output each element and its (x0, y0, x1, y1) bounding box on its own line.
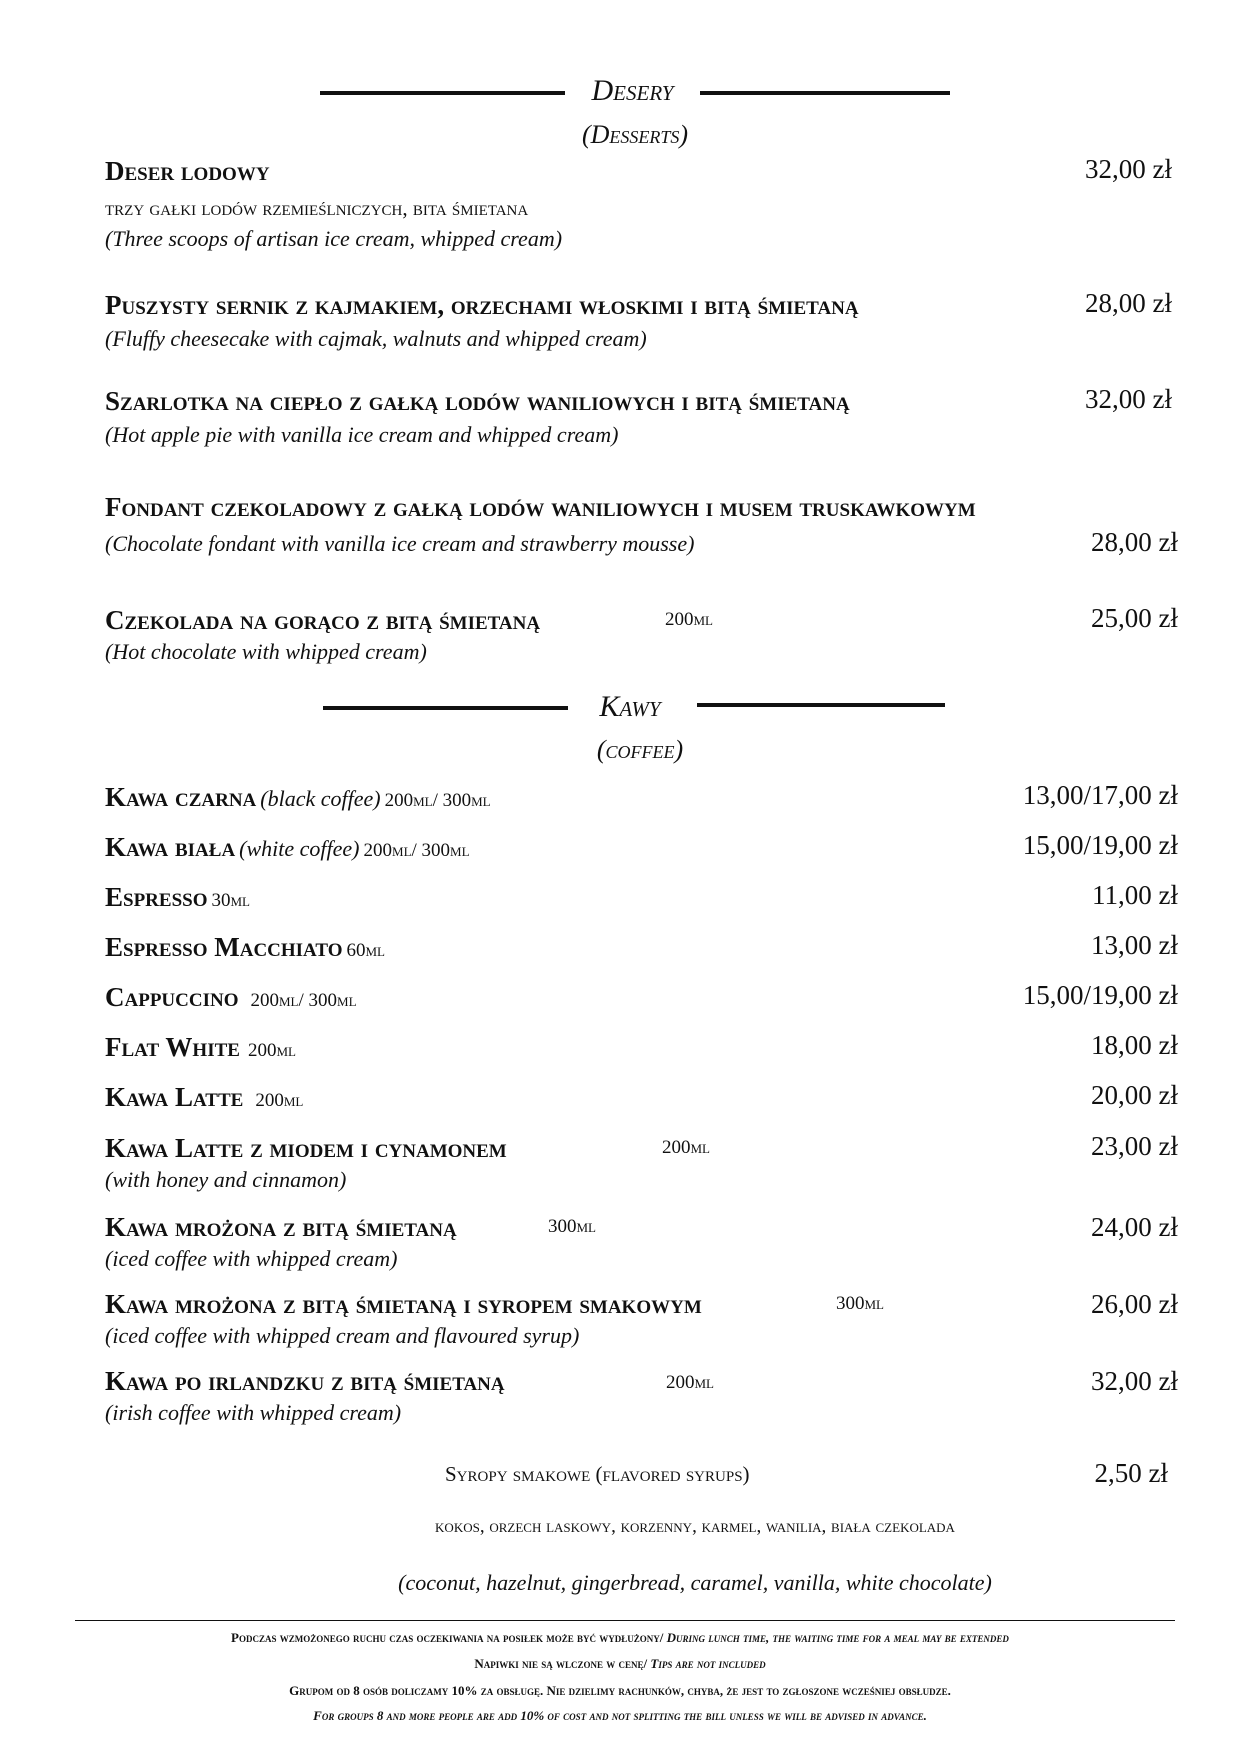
footer-waiting-pl: Podczas wzmożonego ruchu czas oczekiwania na posiłek może być wydłużony/ (231, 1630, 664, 1645)
section-title-coffee: Kawy (599, 690, 661, 723)
menu-item-english: (Three scoops of artisan ice cream, whipped cream) (105, 226, 563, 251)
menu-item-price: 23,00 zł (1091, 1131, 1178, 1161)
menu-item-row (105, 832, 470, 863)
menu-item-english: (Chocolate fondant with vanilla ice cream and strawberry mousse) (105, 531, 695, 556)
menu-item-name: Deser lodowy (105, 156, 270, 186)
heading-rule-right (700, 91, 950, 95)
heading-rule-left (320, 91, 565, 95)
menu-item-row (105, 982, 357, 1013)
footer-groups-en: For groups 8 and more people are add 10% of cost and not splitting the bill unless we will be advised in advance. (313, 1708, 927, 1723)
menu-item-volume: 200ml/ 300ml (363, 840, 470, 861)
menu-item-row (105, 1082, 303, 1113)
menu-item-description: trzy gałki lodów rzemieślniczych, bita śmietana (105, 196, 529, 220)
menu-item-name: Kawa mrożona z bitą śmietaną i syropem smakowym (105, 1289, 702, 1319)
menu-item-english: (iced coffee with whipped cream) (105, 1246, 398, 1271)
menu-item-price: 28,00 zł (1085, 288, 1172, 318)
menu-item-price: 11,00 zł (1092, 880, 1178, 910)
menu-item-name: Kawa Latte z miodem i cynamonem (105, 1133, 507, 1163)
menu-item-price: 25,00 zł (1091, 603, 1178, 633)
footer-tips-en: Tips are not included (650, 1656, 766, 1671)
menu-item-volume: 200ml/ 300ml (384, 790, 491, 811)
menu-item-name: Kawa czarna (105, 782, 257, 812)
menu-item-volume: 60ml (346, 940, 385, 961)
heading-rule-right (697, 703, 945, 707)
syrups-english: (coconut, hazelnut, gingerbread, caramel, vanilla, white chocolate) (398, 1570, 992, 1595)
menu-item-volume: 300ml (836, 1293, 884, 1314)
menu-item-name: Flat White (105, 1032, 240, 1062)
menu-item-volume: 200ml (247, 1040, 296, 1061)
footer-divider (75, 1620, 1175, 1621)
menu-item-english: (Hot apple pie with vanilla ice cream and whipped cream) (105, 422, 619, 447)
menu-item-price: 24,00 zł (1091, 1212, 1178, 1242)
menu-item-name: Czekolada na gorąco z bitą śmietaną (105, 605, 541, 635)
syrups-price: 2,50 zł (1094, 1458, 1168, 1488)
menu-item-english: (white coffee) (239, 836, 360, 861)
footer-line-waiting (0, 1630, 1240, 1646)
menu-item-volume: 200ml (665, 609, 713, 630)
menu-item-volume: 200ml/ 300ml (250, 990, 357, 1011)
menu-item-price: 20,00 zł (1091, 1080, 1178, 1110)
section-title-desserts: Desery (591, 74, 674, 107)
menu-item-name: Puszysty sernik z kajmakiem, orzechami włoskimi i bitą śmietaną (105, 290, 859, 320)
menu-item-volume: 300ml (548, 1216, 596, 1237)
menu-item-english: (Hot chocolate with whipped cream) (105, 639, 427, 664)
menu-item-english: (iced coffee with whipped cream and flavoured syrup) (105, 1323, 580, 1348)
menu-item-name: Cappuccino (105, 982, 239, 1012)
menu-item-row (105, 932, 385, 963)
menu-item-name: Espresso (105, 882, 208, 912)
footer-waiting-en: During lunch time, the waiting time for a meal may be extended (666, 1630, 1009, 1645)
menu-item-price: 32,00 zł (1091, 1366, 1178, 1396)
menu-item-name: Kawa po irlandzku z bitą śmietaną (105, 1366, 505, 1396)
menu-item-row (105, 1032, 296, 1063)
menu-item-name: Kawa Latte (105, 1082, 244, 1112)
footer-line-tips (0, 1656, 1240, 1672)
menu-item-price: 18,00 zł (1091, 1030, 1178, 1060)
menu-item-volume: 200ml (662, 1137, 710, 1158)
footer-tips-pl: Napiwki nie są wlczone w cenę/ (474, 1656, 648, 1671)
menu-item-price: 13,00 zł (1091, 930, 1178, 960)
menu-item-volume: 200ml (666, 1372, 714, 1393)
section-subtitle-coffee: (coffee) (596, 735, 684, 764)
heading-rule-left (323, 706, 568, 710)
menu-item-price: 15,00/19,00 zł (1022, 830, 1178, 860)
menu-item-volume: 200ml (255, 1090, 304, 1111)
menu-item-price: 32,00 zł (1085, 384, 1172, 414)
menu-item-row (105, 782, 491, 813)
menu-item-row (105, 882, 250, 913)
menu-item-english: (black coffee) (260, 786, 381, 811)
footer-line-groups-en (0, 1708, 1240, 1724)
menu-item-price: 13,00/17,00 zł (1022, 780, 1178, 810)
section-subtitle-desserts: (Desserts) (581, 120, 689, 149)
syrups-title: Syropy smakowe (flavored syrups) (445, 1462, 750, 1486)
menu-item-name: Kawa biała (105, 832, 236, 862)
menu-item-price: 28,00 zł (1091, 527, 1178, 557)
menu-item-price: 15,00/19,00 zł (1022, 980, 1178, 1010)
footer-line-groups-pl: Grupom od 8 osób doliczamy 10% za obsługę. Nie dzielimy rachunków, chyba, że jest to zgłoszone wcześniej obsłudze. (289, 1683, 951, 1698)
menu-item-name: Szarlotka na ciepło z gałką lodów waniliowych i bitą śmietaną (105, 386, 850, 416)
menu-item-volume: 30ml (211, 890, 250, 911)
menu-item-name: Fondant czekoladowy z gałką lodów waniliowych i musem truskawkowym (105, 492, 976, 522)
syrups-list: kokos, orzech laskowy, korzenny, karmel, wanilia, biała czekolada (435, 1516, 955, 1537)
menu-item-english: (irish coffee with whipped cream) (105, 1400, 402, 1425)
menu-item-price: 32,00 zł (1085, 154, 1172, 184)
menu-item-price: 26,00 zł (1091, 1289, 1178, 1319)
menu-item-english: (with honey and cinnamon) (105, 1167, 347, 1192)
menu-item-name: Espresso Macchiato (105, 932, 343, 962)
menu-item-name: Kawa mrożona z bitą śmietaną (105, 1212, 457, 1242)
menu-item-english: (Fluffy cheesecake with cajmak, walnuts and whipped cream) (105, 326, 647, 351)
